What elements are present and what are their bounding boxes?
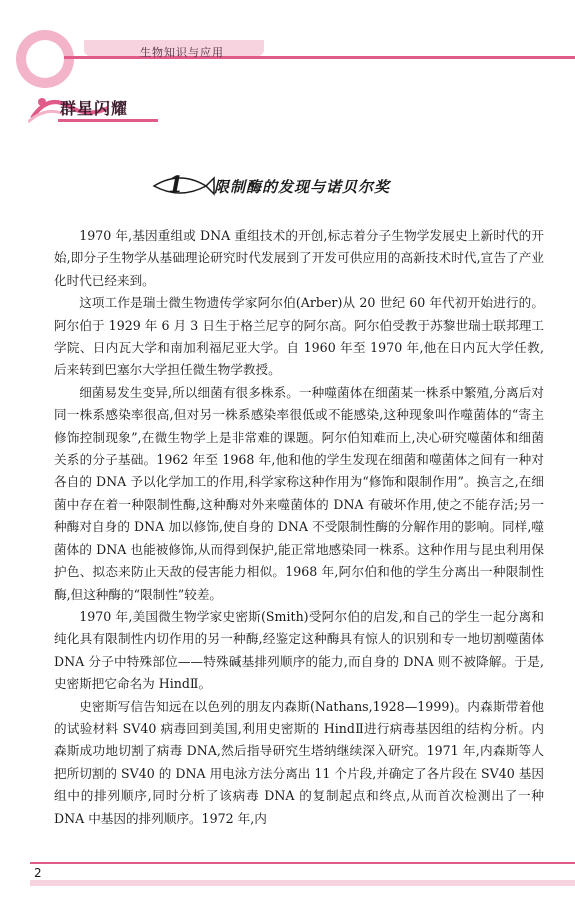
section-heading (28, 92, 163, 126)
running-title: 生物知识与应用 (140, 46, 224, 59)
section-label: 群星闪耀 (60, 99, 129, 118)
paragraph: 史密斯写信告知远在以色列的朋友内森斯(Nathans,1928—1999)。内森斯带着他的试验材料 SV40 病毒回到美国,利用史密斯的 HindⅡ进行病毒基因组的结构分析。内森斯成功地切割了病毒 DNA,然后指导研究生塔纳继续深入研究。1971 年,内森斯等人把所切割的 SV40 的 DNA 用电泳方法分离出 11 个片段,并确定了各片段在 SV40 基因组中的排列顺序,同时分析了该病毒 DNA 的复制起点和终点,从而首次检测出了一种 DNA 中基因的排列顺序。1972 年,内 (54, 698, 544, 826)
article-number: 1 (168, 172, 184, 198)
article-body (54, 225, 544, 830)
paragraph: 1970 年,美国微生物学家史密斯(Smith)受阿尔伯的启发,和自己的学生一起分离和纯化具有限制性内切作用的另一种酶,经鉴定这种酶具有惊人的识别和专一地切割噬菌体 DNA 分子中特殊部位——特殊碱基排列顺序的能力,而自身的 DNA 则不被降解。于是,史密斯把它命名为 HindⅡ。 (54, 608, 544, 692)
page-number: 2 (34, 866, 42, 880)
paragraph: 1970 年,基因重组或 DNA 重组技术的开创,标志着分子生物学发展史上新时代的开始,即分子生物学从基础理论研究时代发展到了开发可供应用的高新技术时代,宣告了产业化时代已经来到。 (54, 228, 544, 288)
header-decor-circle-inner (26, 40, 64, 78)
article-title-block (150, 168, 450, 202)
footer-bar (30, 880, 575, 886)
paragraph: 这项工作是瑞士微生物遗传学家阿尔伯(Arber)从 20 世纪 60 年代初开始进行的。阿尔伯于 1929 年 6 月 3 日生于格兰尼亨的阿尔高。阿尔伯受教于苏黎世瑞士联邦理工学院、日内瓦大学和南加利福尼亚大学。自 1960 年至 1970 年,他在日内瓦大学任教,后来转到巴塞尔大学担任微生物学教授。 (54, 295, 544, 378)
paragraph: 细菌易发生变异,所以细菌有很多株系。一种噬菌体在细菌某一株系中繁殖,分离后对同一株系感染率很高,但对另一株系感染率很低或不能感染,这种现象叫作噬菌体的“寄主修饰控制现象”,在微生物学上是非常难的课题。阿尔伯知难而上,决心研究噬菌体和细菌关系的分子基础。1962 年至 1968 年,他和他的学生发现在细菌和噬菌体之间有一种对各自的 DNA 予以化学加工的作用,科学家称这种作用为“修饰和限制作用”。换言之,在细菌中存在着一种限制性酶,这种酶对外来噬菌体的 DNA 有破坏作用,使之不能存活;另一种酶对自身的 DNA 加以修饰,使自身的 DNA 不受限制性酶的分解作用的影响。同样,噬菌体的 DNA 也能被修饰,从而得到保护,能正常地感染同一株系。这种作用与昆虫利用保护色、拟态来防止天敌的侵害能力相似。1968 年,阿尔伯和他的学生分离出一种限制性酶,但这种酶的“限制性”较差。 (54, 384, 544, 602)
article-title: 限制酶的发现与诺贝尔奖 (214, 178, 391, 196)
footer-rule (30, 862, 575, 864)
